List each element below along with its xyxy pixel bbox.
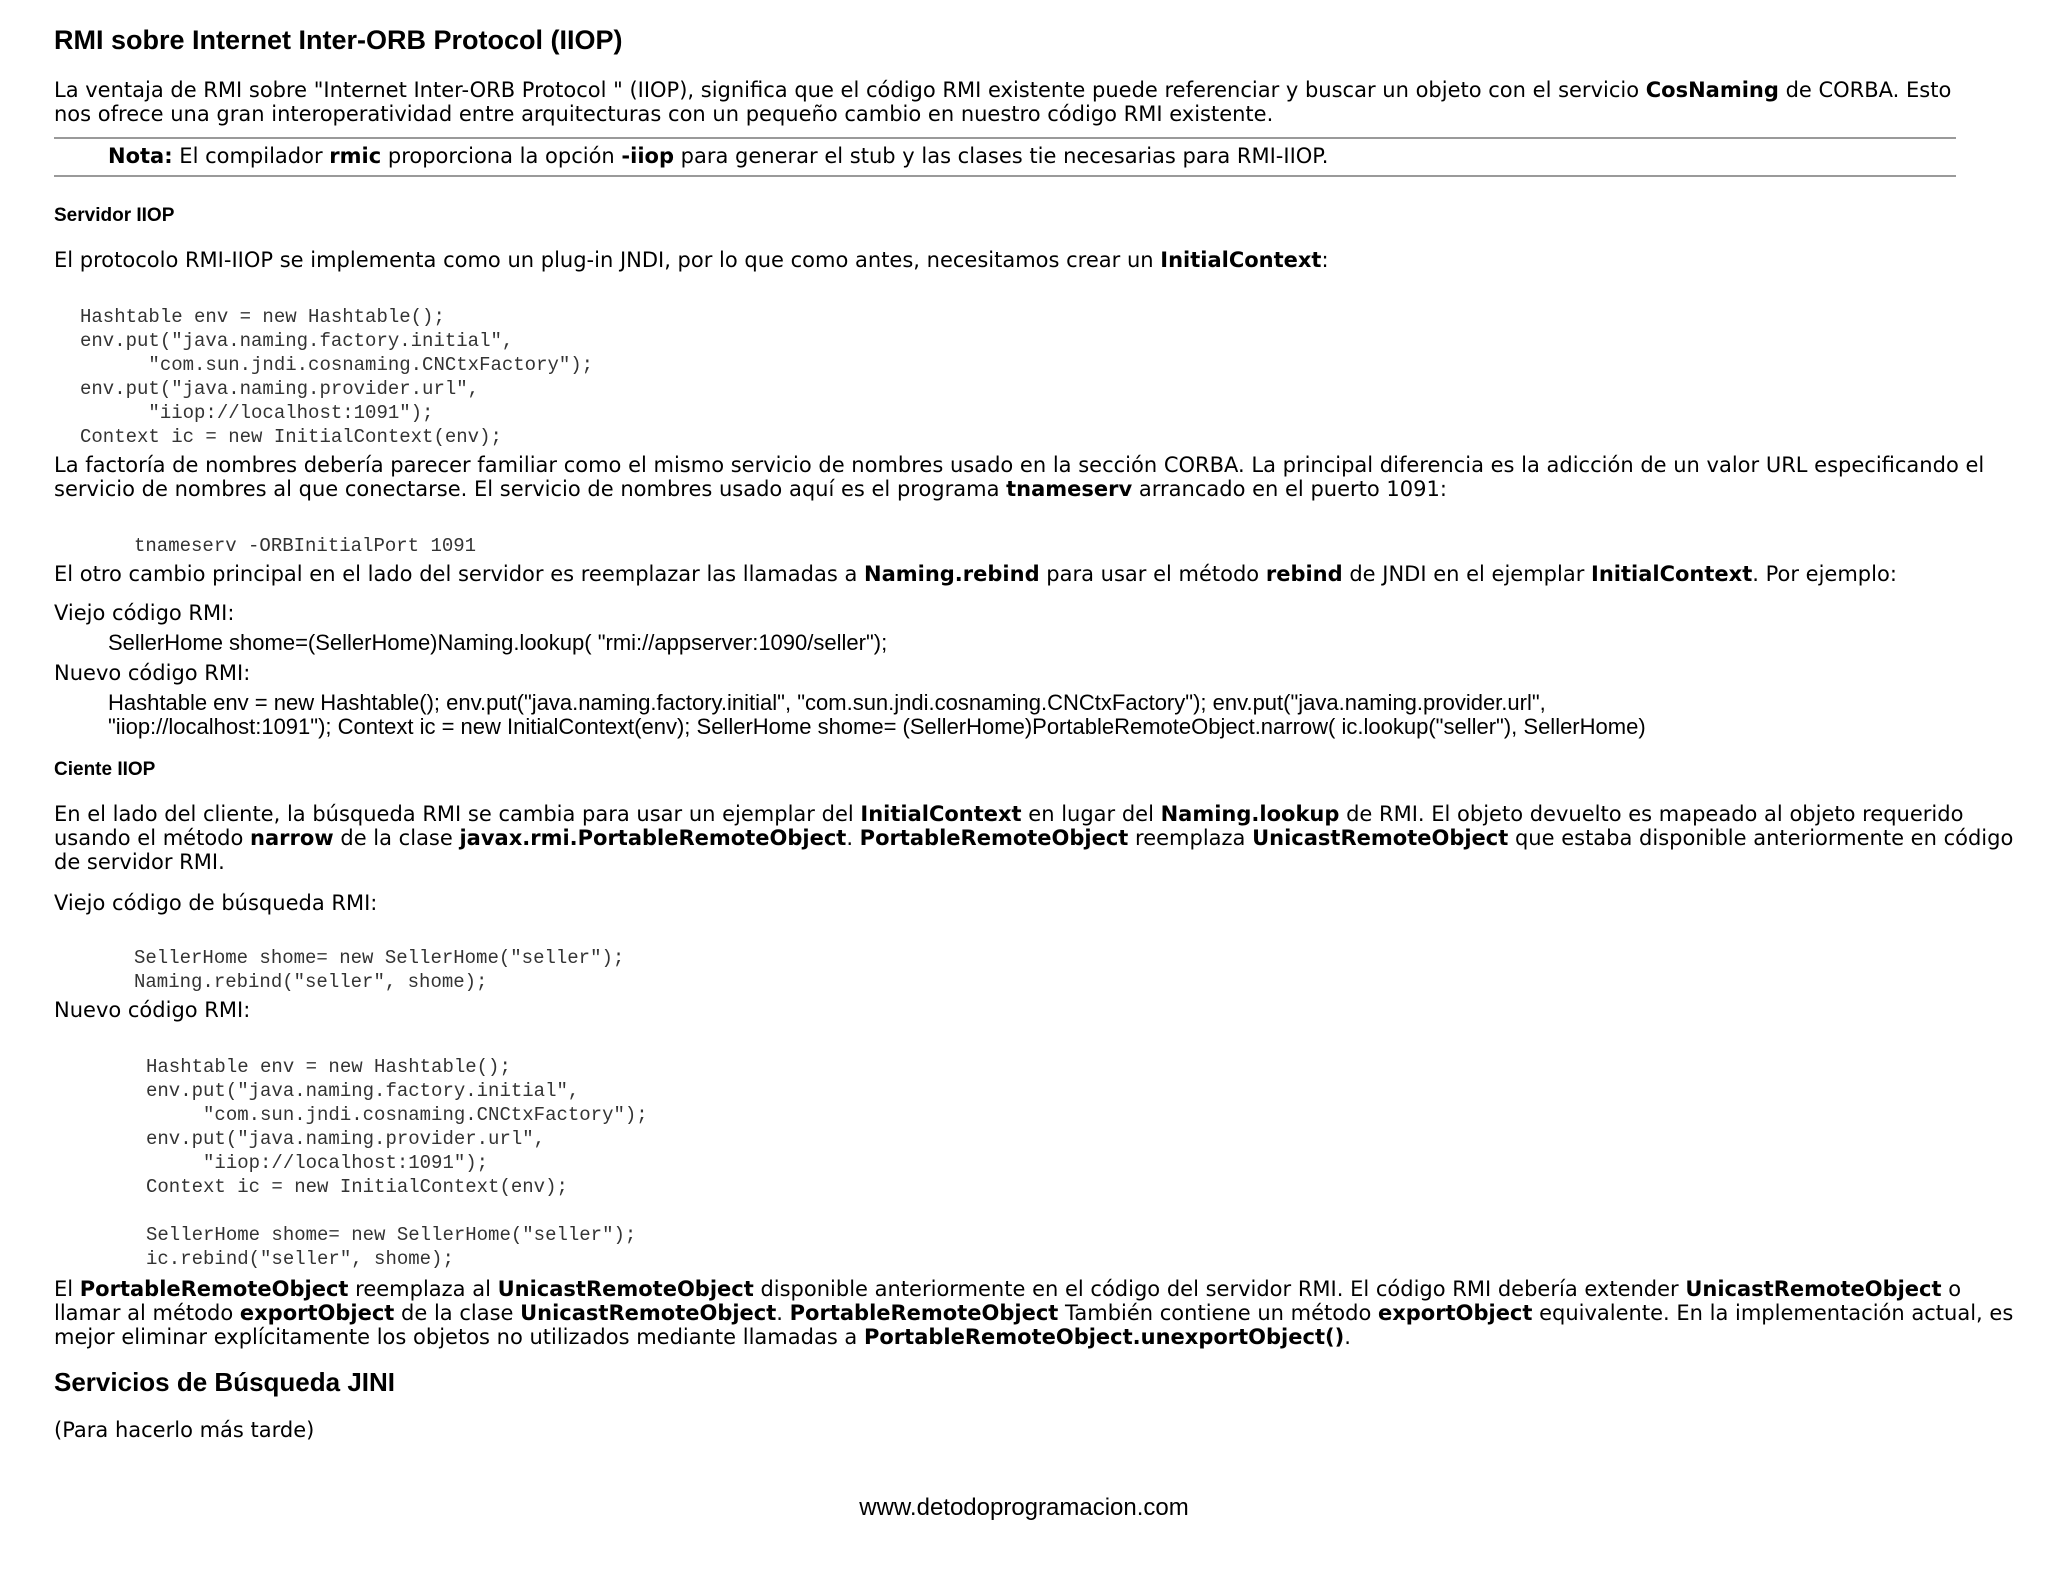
jini-text: (Para hacerlo más tarde) xyxy=(54,1418,315,1442)
client-new-code-label: Nuevo código RMI: xyxy=(54,998,251,1022)
client-paragraph-1-line-3: de servidor RMI. xyxy=(54,850,225,874)
new-code-label: Nuevo código RMI: xyxy=(54,661,251,685)
client-paragraph-2-line-2: llamar al método exportObject de la clase UnicastRemoteObject. PortableRemoteObject También contiene un método exportObject equivalente. En la implementación actual, es xyxy=(54,1301,2014,1325)
server-paragraph-2-line-2: servicio de nombres al que conectarse. El servicio de nombres usado aquí es el programa tnameserv arrancado en el puerto 1091: xyxy=(54,477,1447,501)
jini-heading: Servicios de Búsqueda JINI xyxy=(54,1367,396,1397)
client-new-code-block: Hashtable env = new Hashtable(); env.put("java.naming.factory.initial", "com.sun.jndi.cosnaming.CNCtxFactory"); env.put("java.naming.provider.url", "iiop://localhost:1091"); Context ic = new InitialContext(env); SellerHome shome= new SellerHome("seller"); ic.rebind("seller", shome); xyxy=(146,1056,648,1270)
footer-url: www.detodoprogramacion.com xyxy=(859,1494,1189,1521)
intro-paragraph-line-1: La ventaja de RMI sobre "Internet Inter-ORB Protocol " (IIOP), significa que el código RMI existente puede referenciar y buscar un objeto con el servicio CosNaming de CORBA. Esto xyxy=(54,78,1952,102)
note-text: Nota: El compilador rmic proporciona la opción -iiop para generar el stub y las clases tie necesarias para RMI-IIOP. xyxy=(108,144,1329,168)
intro-paragraph-line-2: nos ofrece una gran interoperatividad entre arquitecturas con un pequeño cambio en nuestro código RMI existente. xyxy=(54,102,1274,126)
client-paragraph-1-line-2: usando el método narrow de la clase javax.rmi.PortableRemoteObject. PortableRemoteObject reemplaza UnicastRemoteObject que estaba disponible anteriormente en código xyxy=(54,826,2014,850)
server-heading: Servidor IIOP xyxy=(54,205,175,226)
page-title: RMI sobre Internet Inter-ORB Protocol (IIOP) xyxy=(54,25,623,55)
note-box xyxy=(54,137,1956,177)
tnameserv-code: tnameserv -ORBInitialPort 1091 xyxy=(134,535,477,557)
note-label: Nota: xyxy=(108,144,173,168)
new-code-example-line-2: "iiop://localhost:1091"); Context ic = new InitialContext(env); SellerHome shome= (SellerHome)PortableRemoteObject.narrow( ic.lookup("seller"), SellerHome) xyxy=(108,714,1646,739)
old-code-example: SellerHome shome=(SellerHome)Naming.lookup( "rmi://appserver:1090/seller"); xyxy=(108,630,888,655)
server-paragraph-3: El otro cambio principal en el lado del servidor es reemplazar las llamadas a Naming.rebind para usar el método rebind de JNDI en el ejemplar InitialContext. Por ejemplo: xyxy=(54,562,1897,586)
server-paragraph-1: El protocolo RMI-IIOP se implementa como un plug-in JNDI, por lo que como antes, necesitamos crear un InitialContext: xyxy=(54,248,1329,272)
server-paragraph-2-line-1: La factoría de nombres debería parecer familiar como el mismo servicio de nombres usado en la sección CORBA. La principal diferencia es la adicción de un valor URL especificando el xyxy=(54,453,1985,477)
server-code-block: Hashtable env = new Hashtable(); env.put("java.naming.factory.initial", "com.sun.jndi.cosnaming.CNCtxFactory"); env.put("java.naming.provider.url", "iiop://localhost:1091"); Context ic = new InitialContext(env); xyxy=(80,306,594,448)
client-paragraph-2-line-3: mejor eliminar explícitamente los objetos no utilizados mediante llamadas a PortableRemoteObject.unexportObject(). xyxy=(54,1325,1351,1349)
client-heading: Ciente IIOP xyxy=(54,759,156,780)
old-code-label: Viejo código RMI: xyxy=(54,601,235,625)
client-paragraph-1-line-1: En el lado del cliente, la búsqueda RMI se cambia para usar un ejemplar del InitialContext en lugar del Naming.lookup de RMI. El objeto devuelto es mapeado al objeto requerido xyxy=(54,802,1964,826)
new-code-example-line-1: Hashtable env = new Hashtable(); env.put("java.naming.factory.initial", "com.sun.jndi.cosnaming.CNCtxFactory"); env.put("java.naming.provider.url", xyxy=(108,690,1546,715)
client-old-code-label: Viejo código de búsqueda RMI: xyxy=(54,891,378,915)
client-old-code-block: SellerHome shome= new SellerHome("seller"); Naming.rebind("seller", shome); xyxy=(134,947,625,993)
client-paragraph-2-line-1: El PortableRemoteObject reemplaza al UnicastRemoteObject disponible anteriormente en el código del servidor RMI. El código RMI debería extender UnicastRemoteObject o xyxy=(54,1277,1962,1301)
